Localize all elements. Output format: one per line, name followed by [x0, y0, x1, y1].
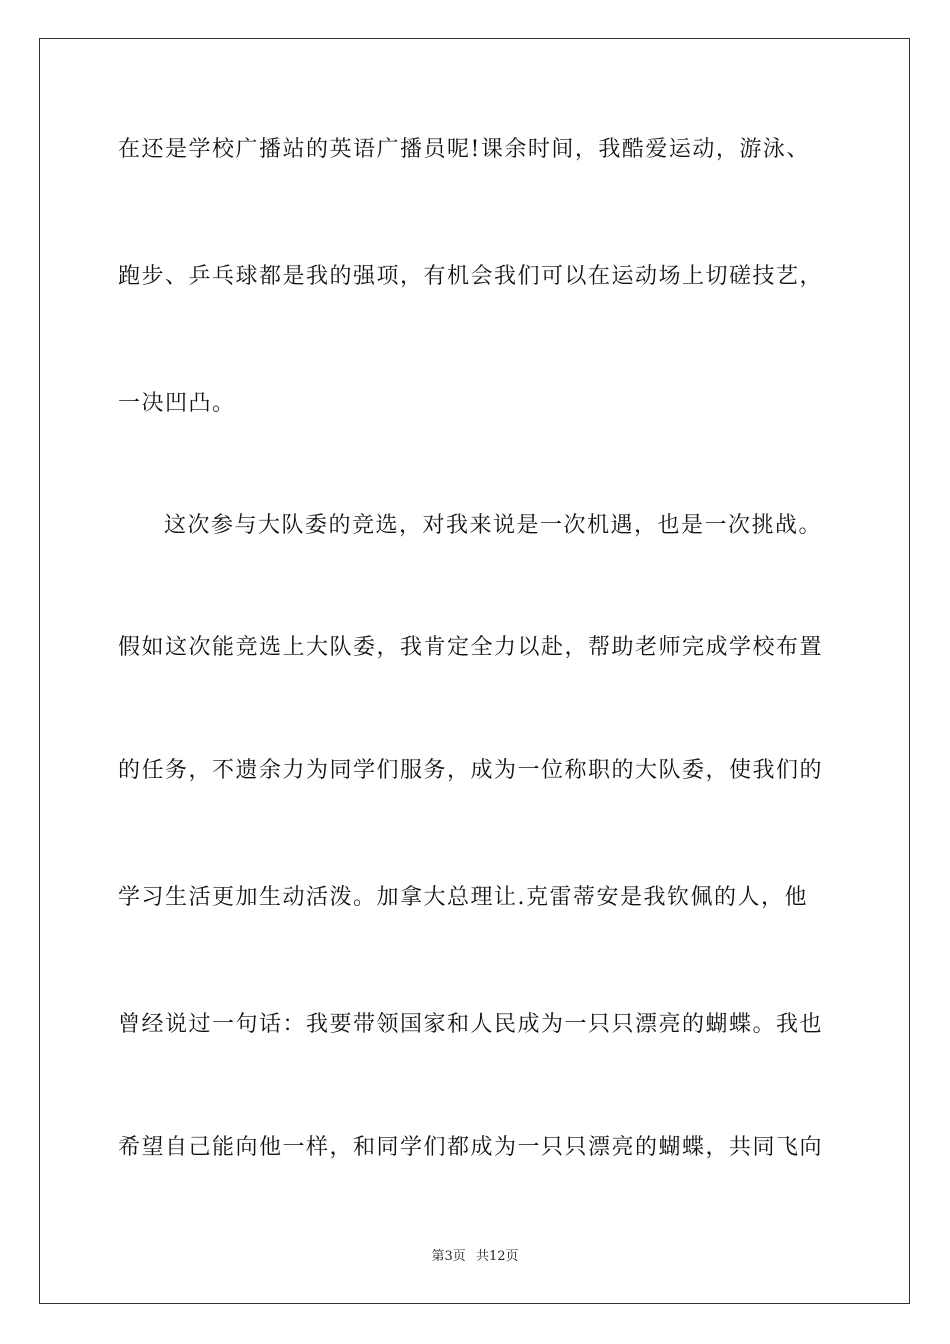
- body-text-line: 一决凹凸。: [118, 391, 236, 416]
- page-border: [39, 38, 910, 1304]
- page-footer: [0, 1248, 950, 1266]
- page-number: 第3页: [431, 1249, 466, 1264]
- body-text-line: 希望自己能向他一样，和同学们都成为一只只漂亮的蝴蝶，共同飞向: [118, 1135, 824, 1160]
- body-text-line: 曾经说过一句话：我要带领国家和人民成为一只只漂亮的蝴蝶。我也: [118, 1012, 824, 1037]
- body-text-line: 学习生活更加生动活泼。加拿大总理让.克雷蒂安是我钦佩的人，他: [118, 885, 808, 910]
- body-text-line: 的任务，不遗余力为同学们服务，成为一位称职的大队委，使我们的: [118, 758, 824, 783]
- body-text-line: 假如这次能竞选上大队委，我肯定全力以赴，帮助老师完成学校布置: [118, 635, 824, 660]
- paragraph-start-line: 这次参与大队委的竞选，对我来说是一次机遇，也是一次挑战。: [164, 513, 823, 538]
- page-total: 共12页: [475, 1249, 519, 1264]
- body-text-line: 在还是学校广播站的英语广播员呢!课余时间，我酷爱运动，游泳、: [118, 137, 810, 162]
- body-text-line: 跑步、乒乓球都是我的强项，有机会我们可以在运动场上切磋技艺，: [118, 264, 824, 289]
